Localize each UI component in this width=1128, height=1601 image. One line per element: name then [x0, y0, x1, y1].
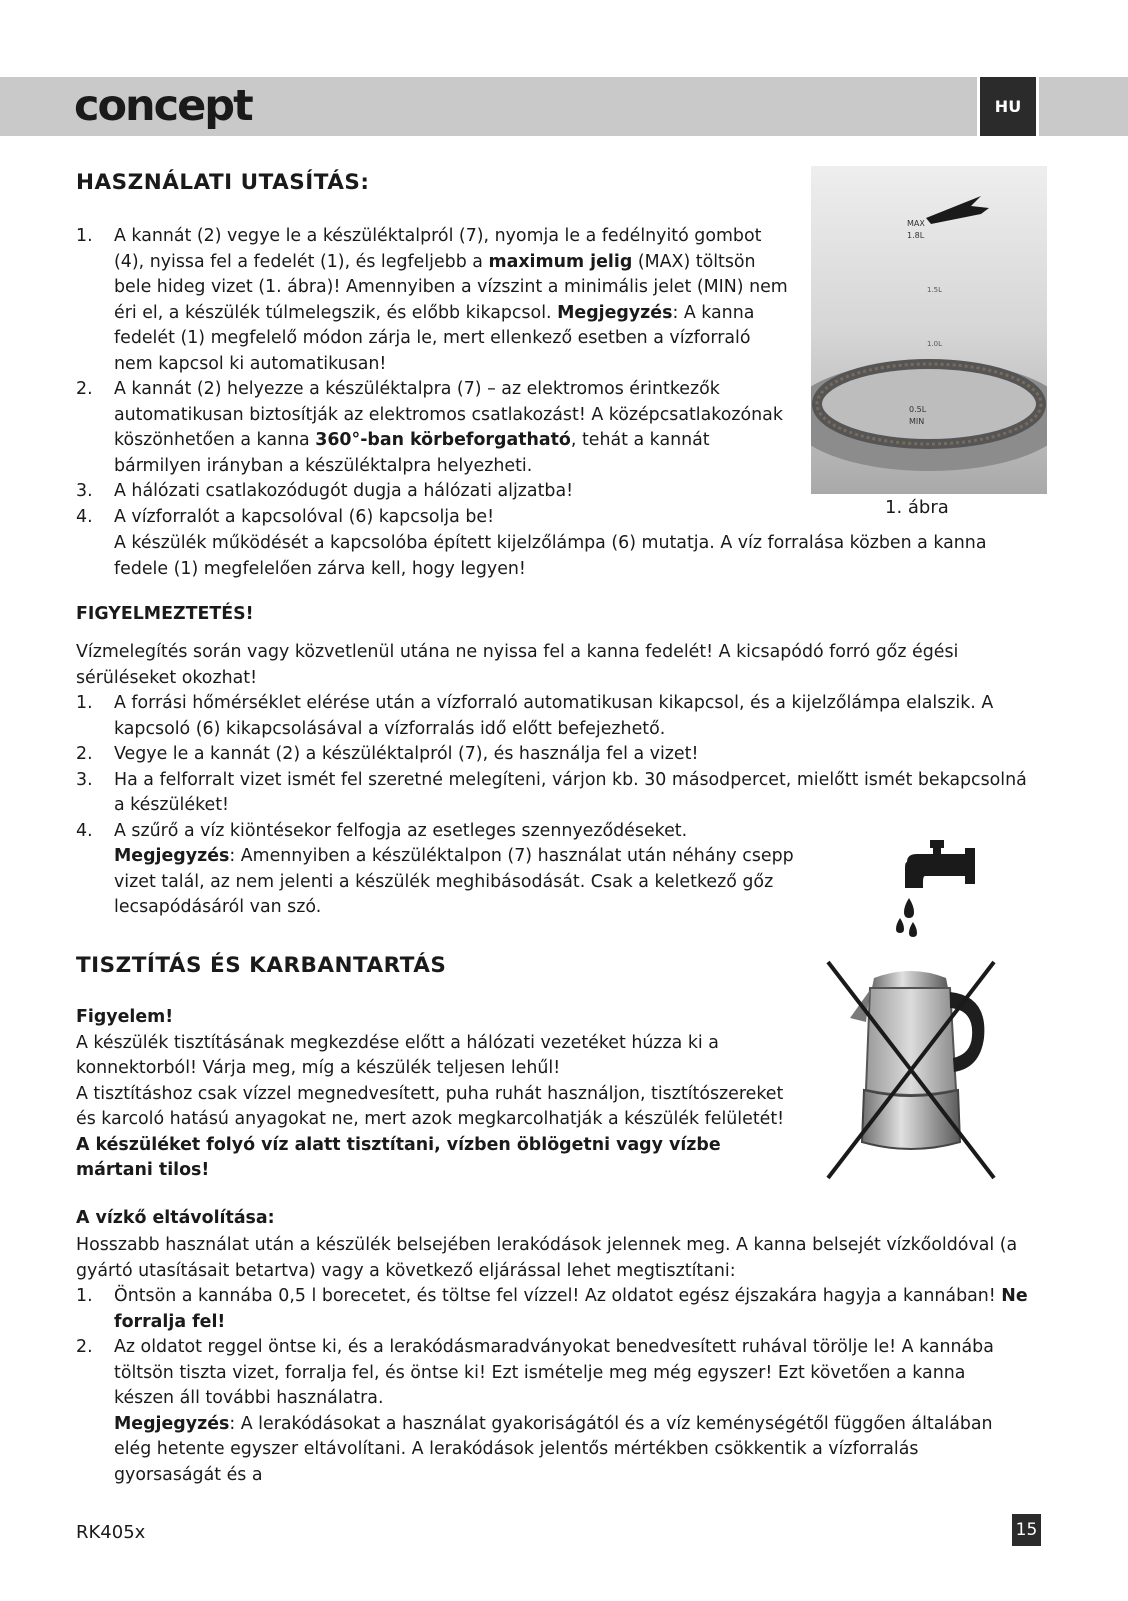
cleaning-warning: A készüléket folyó víz alatt tisztítani, vízben öblögetni vagy vízbe mártani tilos! [76, 1134, 721, 1180]
section-title-warning: FIGYELMEZTETÉS! [76, 604, 254, 624]
descaling-block [76, 1233, 1028, 1488]
list-text: A hálózati csatlakozódugót dugja a hálózati aljzatba! [114, 481, 574, 501]
kettle-level-illustration [811, 166, 1047, 494]
kettle-crossed-out-illustration [826, 960, 996, 1180]
list-number: 1. [76, 226, 93, 246]
figure-caption: 1. ábra [885, 497, 949, 518]
water-tap-icon [895, 840, 990, 945]
mark-level: 1.0L [927, 340, 943, 348]
descaling-intro: Hosszabb használat után a készülék belsejében lerakódások jelennek meg. A kanna belsejét vízkőoldóval (a gyártó utasításait betartva) vagy a következő eljárással lehet megtisztítani: [76, 1235, 1018, 1281]
list-text: A kannát (2) vegye le a készüléktalpról (7), nyomja le a fedélnyitó gombot (4), nyissa fel a fedelét (1), és legfeljebb a maximum jelig (MAX) töltsön bele hideg vizet (1. ábra)! Amennyiben a vízszint a minimális jelet (MIN) nem éri el, a készülék túlmelegszik, és előbb kikapcsol. Megjegyzés: A kanna fedelét (1) megfelelő módon zárja le, mert ellenkező esetben a vízforraló nem kapcsol ki automatikusan! [114, 226, 788, 374]
mark-min-volume: 0.5L [909, 405, 927, 414]
descaling-note: Megjegyzés: A lerakódásokat a használat gyakoriságától és a víz keménységétől függően általában elég hetente egyszer eltávolítani. A lerakódások jelentős mértékben csökkentik a vízforralás gyorsaságát és a [114, 1413, 993, 1485]
list-item [76, 377, 790, 479]
list-number: 2. [76, 379, 93, 399]
list-text: A vízforralót a kapcsolóval (6) kapcsolja be! [114, 506, 495, 527]
mark-level: 1.5L [927, 286, 943, 294]
mark-max: MAX [907, 219, 925, 228]
brand-logo: concept [74, 81, 252, 131]
list-text: A kannát (2) helyezze a készüléktalpra (7) – az elektromos érintkezők automatikusan biztosítják az elektromos csatlakozást! A középcsatlakozónak köszönhetően a kanna 360°-ban körbeforgatható, tehát a kannát bármilyen irányban a készüléktalpra helyezheti. [114, 379, 783, 476]
model-number: RK405x [76, 1522, 146, 1543]
list-number: 4. [76, 506, 93, 527]
usage-list [76, 224, 790, 530]
warning-intro: Vízmelegítés során vagy közvetlenül utána ne nyissa fel a kanna fedelét! A kicsapódó forró gőz égési sérüléseket okozhat! [76, 642, 959, 688]
language-badge: HU [977, 77, 1039, 136]
page-number: 15 [1012, 1514, 1041, 1546]
cleaning-paragraph: A tisztításhoz csak vízzel megnedvesített, puha ruhát használjon, tisztítószereket és karcoló hatású anyagokat ne, mert azok megkarcolhatják a készülék felületét! [76, 1083, 785, 1129]
warning-note: Megjegyzés: Amennyiben a készüléktalpon (7) használat után néhány csepp vizet talál, az nem jelenti a készülék meghibásodását. Csak a keletkező gőz lecsapódásáról van szó. [114, 846, 794, 917]
warning-block [76, 640, 1028, 921]
usage-item4-continuation: A készülék működését a kapcsolóba épített kijelzőlámpa (6) mutatja. A víz forralása közben a kanna fedele (1) megfelelően zárva kell, hogy legyen! [114, 533, 987, 579]
figure-water-level [811, 166, 1047, 494]
list-item: 1. A forrási hőmérséklet elérése után a vízforraló automatikusan kikapcsol, és a kijelzőlámpa elalszik. A kapcsoló (6) kikapcsolásával a vízforralás idő előtt befejezhető. [76, 693, 994, 739]
mark-min: MIN [909, 417, 925, 426]
list-item [76, 505, 790, 531]
list-item: 4. A szűrő a víz kiöntésekor felfogja az esetleges szennyeződéseket. [76, 820, 688, 841]
list-number: 3. [76, 481, 93, 501]
section-title-cleaning: TISZTÍTÁS ÉS KARBANTARTÁS [76, 953, 447, 978]
section-title-usage: HASZNÁLATI UTASÍTÁS: [76, 170, 370, 195]
list-item: 2. Vegye le a kannát (2) a készüléktalpról (7), és használja fel a vizet! [76, 744, 699, 764]
mark-max-volume: 1.8L [907, 231, 925, 240]
cleaning-paragraph: A készülék tisztításának megkezdése előtt a hálózati vezetéket húzza ki a konnektorból! Várja meg, míg a készülék teljesen lehűl! [76, 1032, 719, 1078]
cleaning-block [76, 1005, 792, 1184]
list-item: 3. Ha a felforralt vizet ismét fel szeretné melegíteni, várjon kb. 30 másodpercet, mielőtt ismét bekapcsolná a készüléket! [76, 769, 1027, 815]
list-item: 2. Az oldatot reggel öntse ki, és a lerakódásmaradványokat benedvesített ruhával törölje le! A kannába töltsön tiszta vizet, forralja fel, és öntse ki! Ezt ismételje meg még egyszer! Ezt követően a kanna készen áll további használatra. [76, 1337, 994, 1408]
list-item [76, 224, 790, 377]
list-item [76, 479, 790, 505]
attention-label: Figyelem! [76, 1007, 174, 1027]
section-title-descaling: A vízkő eltávolítása: [76, 1208, 275, 1228]
list-item: 1. Öntsön a kannába 0,5 l borecetet, és töltse fel vízzel! Az oldatot egész éjszakára hagyja a kannában! Ne forralja fel! [76, 1286, 1028, 1332]
